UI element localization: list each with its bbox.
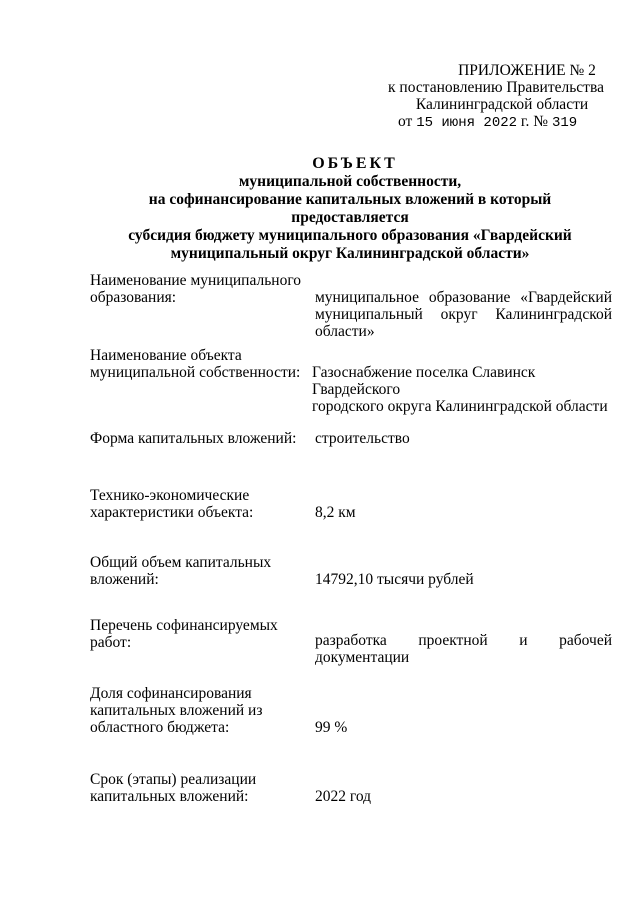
appendix-date-line <box>386 113 606 132</box>
label-line: Технико-экономические <box>90 487 250 504</box>
date-suffix: г. № <box>520 113 549 130</box>
label-line: вложений: <box>90 571 159 588</box>
value-line: 8,2 км <box>315 504 356 521</box>
value-line: строительство <box>315 430 410 447</box>
row-value <box>312 364 612 415</box>
date-prefix: от <box>398 113 413 130</box>
appendix-reference: к постановлению Правительства <box>388 79 604 96</box>
row-value <box>315 289 612 340</box>
row-label <box>90 771 315 805</box>
value-line: городского округа Калининградской области <box>312 398 608 415</box>
row-value <box>315 504 612 521</box>
value-line: муниципальное образование «Гвардейский <box>315 289 612 306</box>
title-word: ОБЪЕКТ <box>312 155 398 172</box>
title-line-4: муниципальный округ Калининградской области» <box>170 245 530 262</box>
label-line: Срок (этапы) реализации <box>90 771 257 788</box>
row-label <box>90 487 315 521</box>
value-line: документации <box>315 649 410 666</box>
value-line: области» <box>315 323 375 340</box>
label-line: работ: <box>90 634 132 651</box>
label-line: капитальных вложений: <box>90 788 249 805</box>
appendix-title: ПРИЛОЖЕНИЕ № 2 <box>458 62 596 79</box>
row-label <box>90 617 315 651</box>
label-line: Доля софинансирования <box>90 685 252 702</box>
document-title <box>90 155 610 263</box>
value-line: муниципальный округ Калининградской <box>315 306 612 323</box>
appendix-region: Калининградской области <box>415 96 589 113</box>
value-line: 14792,10 тысячи рублей <box>315 571 474 588</box>
row-value <box>315 430 612 447</box>
title-line-2: на софинансирование капитальных вложений в который предоставляется <box>148 191 552 226</box>
resolution-number: 319 <box>551 115 578 131</box>
label-line: Перечень софинансируемых <box>90 617 278 634</box>
label-line: Форма капитальных вложений: <box>90 430 297 447</box>
row-label <box>90 554 315 588</box>
title-line-1: муниципальной собственности, <box>238 173 462 190</box>
label-line: характеристики объекта: <box>90 504 254 521</box>
value-line: разработка проектной и рабочей <box>315 632 612 649</box>
label-line: Наименование муниципального <box>90 272 302 289</box>
row-label <box>90 685 315 736</box>
row-value <box>315 719 612 736</box>
row-value <box>315 571 612 588</box>
row-label <box>90 347 315 381</box>
row-label <box>90 430 315 447</box>
appendix-header <box>386 62 606 132</box>
value-line: Газоснабжение поселка Славинск Гвардейского <box>312 364 536 398</box>
label-line: Общий объем капитальных <box>90 554 272 571</box>
row-value <box>315 632 612 666</box>
label-line: образования: <box>90 289 177 306</box>
value-line: 99 % <box>315 719 348 736</box>
title-line-3: субсидия бюджету муниципального образования «Гвардейский <box>128 227 572 244</box>
label-line: Наименование объекта <box>90 347 242 364</box>
date-value: 15 июня 2022 <box>416 115 518 131</box>
row-value <box>315 788 612 805</box>
label-line: областного бюджета: <box>90 719 230 736</box>
row-label <box>90 272 315 306</box>
label-line: капитальных вложений из <box>90 702 263 719</box>
value-line: 2022 год <box>315 788 372 805</box>
label-line: муниципальной собственности: <box>90 364 301 381</box>
